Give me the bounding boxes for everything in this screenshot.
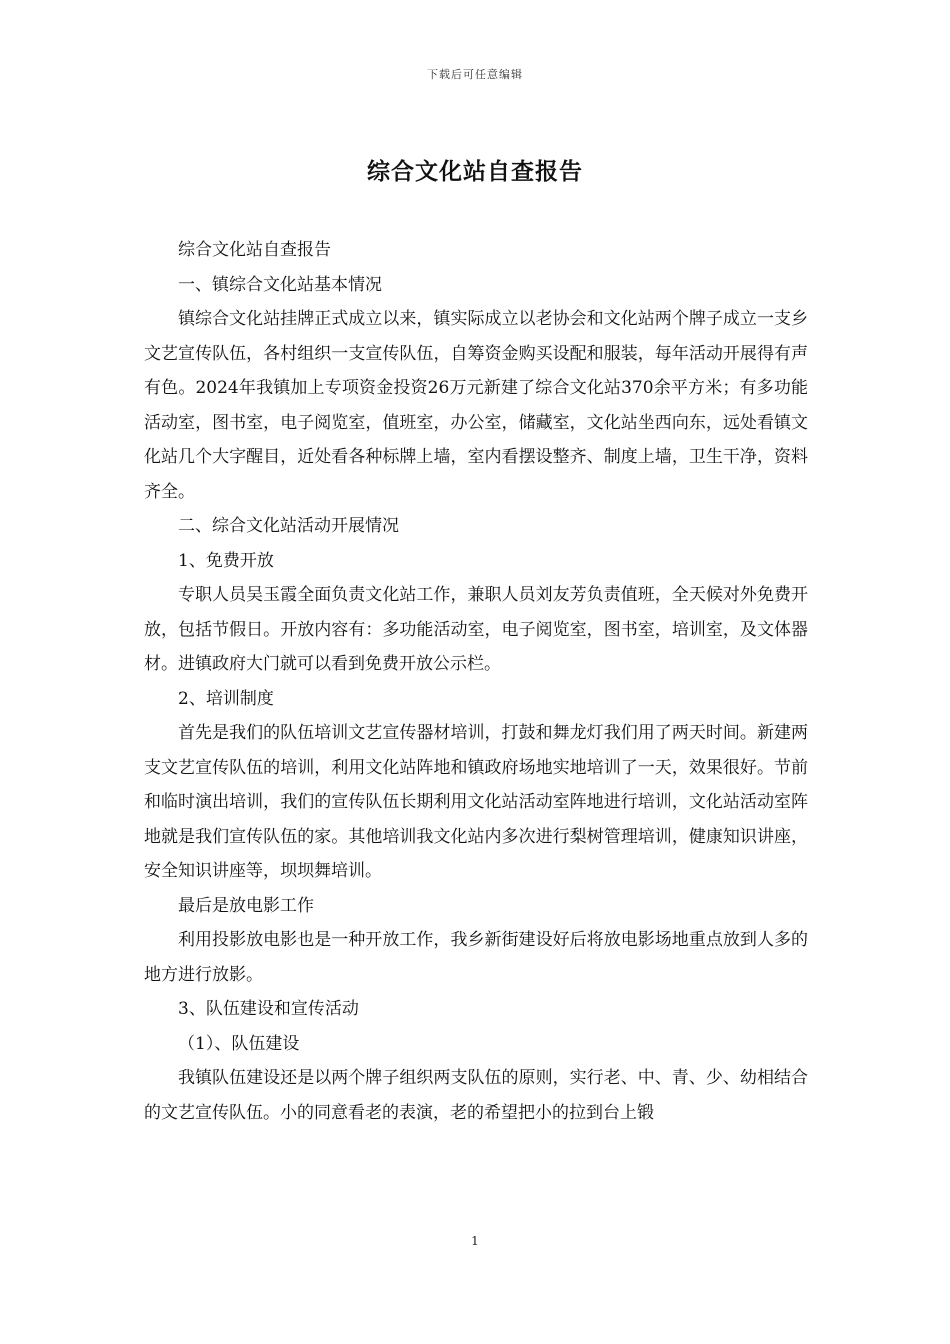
heading-free-opening: 1、免费开放: [178, 550, 274, 571]
paragraph-basic-info: 镇综合文化站挂牌正式成立以来，镇实际成立以老协会和文化站两个牌子成立一支乡文艺宣传队伍，各村组织一支宣传队伍，自筹资金购买设配和服装，每年活动开展得有声有色。2024年我镇加上专项资金投资26万元新建了综合文化站370余平方米；有多功能活动室，图书室，电子阅览室，值班室，办公室，储藏室，文化站坐西向东，远处看镇文化站几个大字醒目，近处看各种标牌上墙，室内看摆设整齐、制度上墙，卫生干净，资料齐全。: [144, 309, 808, 502]
heading-training: 2、培训制度: [178, 688, 274, 709]
paragraph-free-opening: 专职人员吴玉霞全面负责文化站工作，兼职人员刘友芳负责值班，全天候对外免费开放，包括节假日。开放内容有：多功能活动室，电子阅览室，图书室，培训室，及文体器材。进镇政府大门就可以看到免费开放公示栏。: [144, 585, 808, 674]
page-number: 1: [471, 1234, 479, 1248]
paragraph-team-building: 我镇队伍建设还是以两个牌子组织两支队伍的原则，实行老、中、青、少、幼相结合的文艺宣传队伍。小的同意看老的表演，老的希望把小的拉到台上锻: [144, 1068, 808, 1123]
heading-team-building: 3、队伍建设和宣传活动: [178, 999, 359, 1019]
document-title: 综合文化站自查报告: [367, 158, 583, 185]
heading-section-2: 二、综合文化站活动开展情况: [178, 516, 399, 536]
page-header-note: 下载后可任意编辑: [427, 68, 523, 81]
paragraph-training: 首先是我们的队伍培训文艺宣传器材培训，打鼓和舞龙灯我们用了两天时间。新建两支文艺宣传队伍的培训，利用文化站阵地和镇政府场地实地培训了一天，效果很好。节前和临时演出培训，我们的宣传队伍长期利用文化站活动室阵地进行培训，文化站活动室阵地就是我们宣传队伍的家。其他培训我文化站内多次进行梨树管理培训，健康知识讲座，安全知识讲座等，坝坝舞培训。: [144, 723, 808, 881]
heading-team-subsection: （1）、队伍建设: [178, 1033, 300, 1054]
document-body: [144, 233, 808, 1130]
paragraph-movies: 利用投影放电影也是一种开放工作，我乡新街建设好后将放电影场地重点放到人多的地方进行放影。: [144, 930, 808, 985]
paragraph-subtitle: 综合文化站自查报告: [178, 240, 331, 260]
heading-movies: 最后是放电影工作: [178, 895, 314, 916]
heading-section-1: 一、镇综合文化站基本情况: [178, 274, 382, 295]
